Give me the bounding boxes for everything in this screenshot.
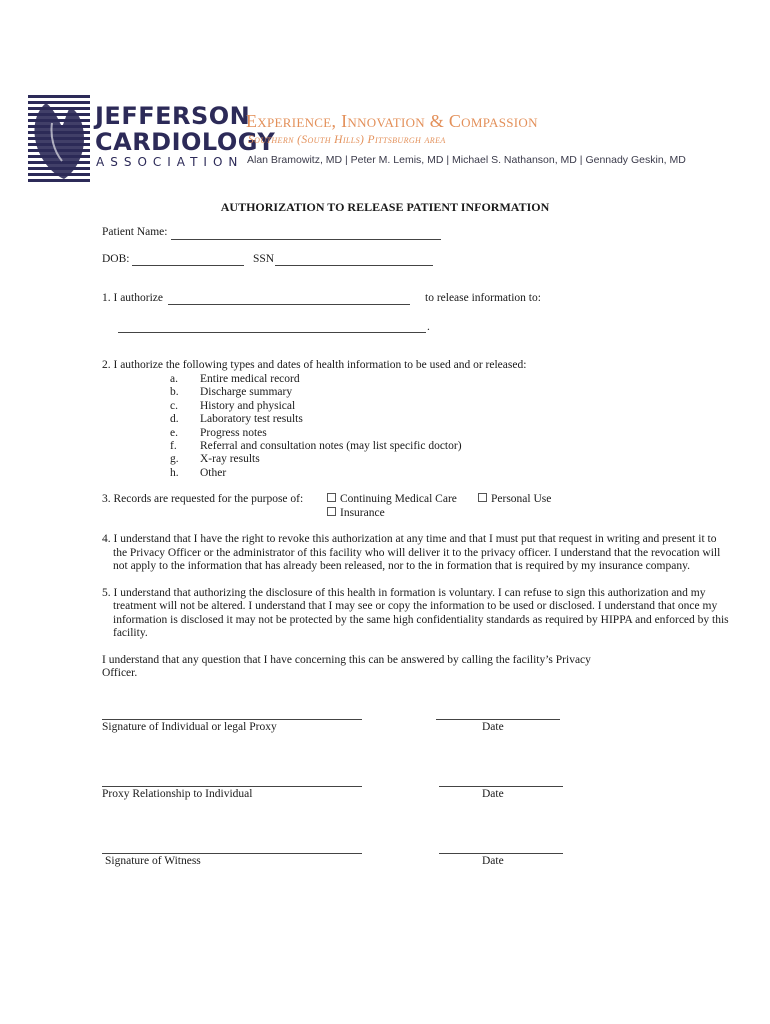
form-title: AUTHORIZATION TO RELEASE PATIENT INFORMATION — [220, 200, 550, 214]
signature-witness-label: Signature of Witness — [105, 855, 201, 867]
option-letter: a. — [170, 373, 178, 385]
doctor-list: Alan Bramowitz, MD | Peter M. Lemis, MD | Michael S. Nathanson, MD | Gennady Geskin, MD — [247, 154, 686, 166]
proxy-relationship-field[interactable] — [102, 786, 362, 787]
authorize-party-field[interactable] — [168, 304, 410, 305]
item5-line2: treatment will not be altered. I understand that I may see or copy the information to be used or disclosed. I understand that once my — [113, 600, 718, 612]
checkbox[interactable] — [327, 507, 336, 516]
item5-line1: 5. I understand that authorizing the disclosure of this health in formation is voluntary. I can refuse to sign this authorization and my — [102, 587, 706, 599]
option-text: Referral and consultation notes (may list specific doctor) — [200, 440, 462, 452]
org-name-line1: JEFFERSON — [95, 102, 251, 130]
item4-line2: the Privacy Officer or the administrator of this facility who will deliver it to the privacy officer. I understand that the revocation will — [113, 547, 721, 559]
date-label-1: Date — [482, 721, 504, 733]
org-name-line3: ASSOCIATION — [96, 155, 244, 169]
item5-line4: facility. — [113, 627, 148, 639]
item3-text: 3. Records are requested for the purpose of: — [102, 493, 304, 505]
ssn-label: SSN — [253, 253, 275, 265]
option-text: Laboratory test results — [200, 413, 303, 425]
logo-heart-graphic — [28, 93, 90, 183]
option-text: X-ray results — [200, 453, 260, 465]
date-field-1[interactable] — [436, 719, 560, 720]
purpose-personal-option[interactable] — [478, 493, 551, 507]
item5-line3: information is disclosed it may not be protected by the same high confidentiality standards as required by HIPPA and enforced by this — [113, 614, 729, 626]
option-text: Progress notes — [200, 427, 267, 439]
purpose-insurance-option[interactable] — [327, 507, 385, 521]
item4-line3: not apply to the information that has already been released, nor to the in formation that is required by my insurance company. — [113, 560, 690, 572]
purpose-continuing-option[interactable] — [327, 493, 457, 507]
ssn-field[interactable] — [275, 265, 433, 266]
patient-name-field[interactable] — [171, 239, 441, 240]
option-letter: f. — [170, 440, 177, 452]
purpose-insurance-label: Insurance — [340, 507, 385, 519]
checkbox[interactable] — [327, 493, 336, 502]
org-name-line2: CARDIOLOGY — [95, 128, 276, 156]
date-field-2[interactable] — [439, 786, 563, 787]
patient-name-label: Patient Name: — [102, 226, 168, 238]
proxy-relationship-label: Proxy Relationship to Individual — [102, 788, 253, 800]
date-label-3: Date — [482, 855, 504, 867]
checkbox[interactable] — [478, 493, 487, 502]
signature-witness-field[interactable] — [102, 853, 362, 854]
option-letter: e. — [170, 427, 178, 439]
date-label-2: Date — [482, 788, 504, 800]
privacy-line2: Officer. — [102, 667, 138, 679]
dob-field[interactable] — [132, 265, 244, 266]
privacy-line1: I understand that any question that I have concerning this can be answered by calling the facility’s Privacy — [102, 654, 591, 666]
item1-label: 1. I authorize — [102, 292, 163, 304]
option-letter: g. — [170, 453, 179, 465]
option-text: History and physical — [200, 400, 296, 412]
item4-line1: 4. I understand that I have the right to revoke this authorization at any time and that I must put that request in writing and present it to — [102, 533, 717, 545]
date-field-3[interactable] — [439, 853, 563, 854]
option-letter: d. — [170, 413, 179, 425]
signature-individual-label: Signature of Individual or legal Proxy — [102, 721, 277, 733]
purpose-personal-label: Personal Use — [491, 493, 552, 505]
service-area: Southern (South Hills) Pittsburgh area — [248, 134, 446, 146]
dob-label: DOB: — [102, 253, 130, 265]
tagline: Experience, Innovation & Compassion — [246, 111, 538, 131]
purpose-continuing-label: Continuing Medical Care — [340, 493, 457, 505]
item1-period: . — [427, 321, 430, 333]
signature-individual-field[interactable] — [102, 719, 362, 720]
item2-text: 2. I authorize the following types and dates of health information to be used and or released: — [102, 359, 527, 371]
item1-suffix: to release information to: — [425, 292, 541, 304]
release-to-field[interactable] — [118, 332, 426, 333]
option-text: Discharge summary — [200, 386, 293, 398]
option-text: Entire medical record — [200, 373, 300, 385]
option-text: Other — [200, 467, 227, 479]
option-letter: b. — [170, 386, 179, 398]
option-letter: h. — [170, 467, 179, 479]
option-letter: c. — [170, 400, 178, 412]
